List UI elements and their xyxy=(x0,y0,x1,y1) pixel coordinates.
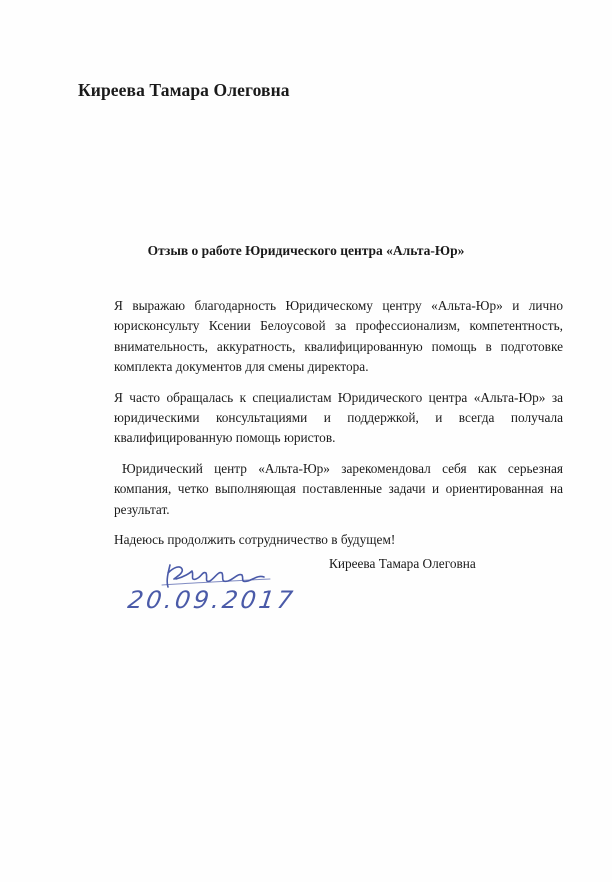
handwritten-date: 20.09.2017 xyxy=(126,586,298,614)
document-title: Отзыв о работе Юридического центра «Альта-Юр» xyxy=(147,243,465,258)
paragraph-reputation xyxy=(114,459,563,520)
paragraph-consultations-text: Я часто обращалась к специалистам Юридического центра «Альта-Юр» за юридическими консультациями и поддержкой, и всегда получала квалифицированную помощь юристов. xyxy=(114,389,563,446)
paragraph-consultations xyxy=(114,388,563,449)
author-name-header: Киреева Тамара Олеговна xyxy=(78,80,290,100)
printed-signatory-name: Киреева Тамара Олеговна xyxy=(329,556,476,571)
paragraph-reputation-text: Юридический центр «Альта-Юр» зарекомендовал себя как серьезная компания, четко выполняющая поставленные задачи и ориентированная на результат. xyxy=(114,460,563,517)
paragraph-gratitude xyxy=(114,296,563,378)
letter-body xyxy=(114,296,563,560)
paragraph-gratitude-text: Я выражаю благодарность Юридическому центру «Альта-Юр» и лично юрисконсульту Ксении Белоусовой за профессионализм, компетентность, внимательность, аккуратность, квалифицированную помощь в подготовке комплекта документов для смены директора. xyxy=(114,298,563,375)
closing-text: Надеюсь продолжить сотрудничество в будущем! xyxy=(114,532,396,548)
